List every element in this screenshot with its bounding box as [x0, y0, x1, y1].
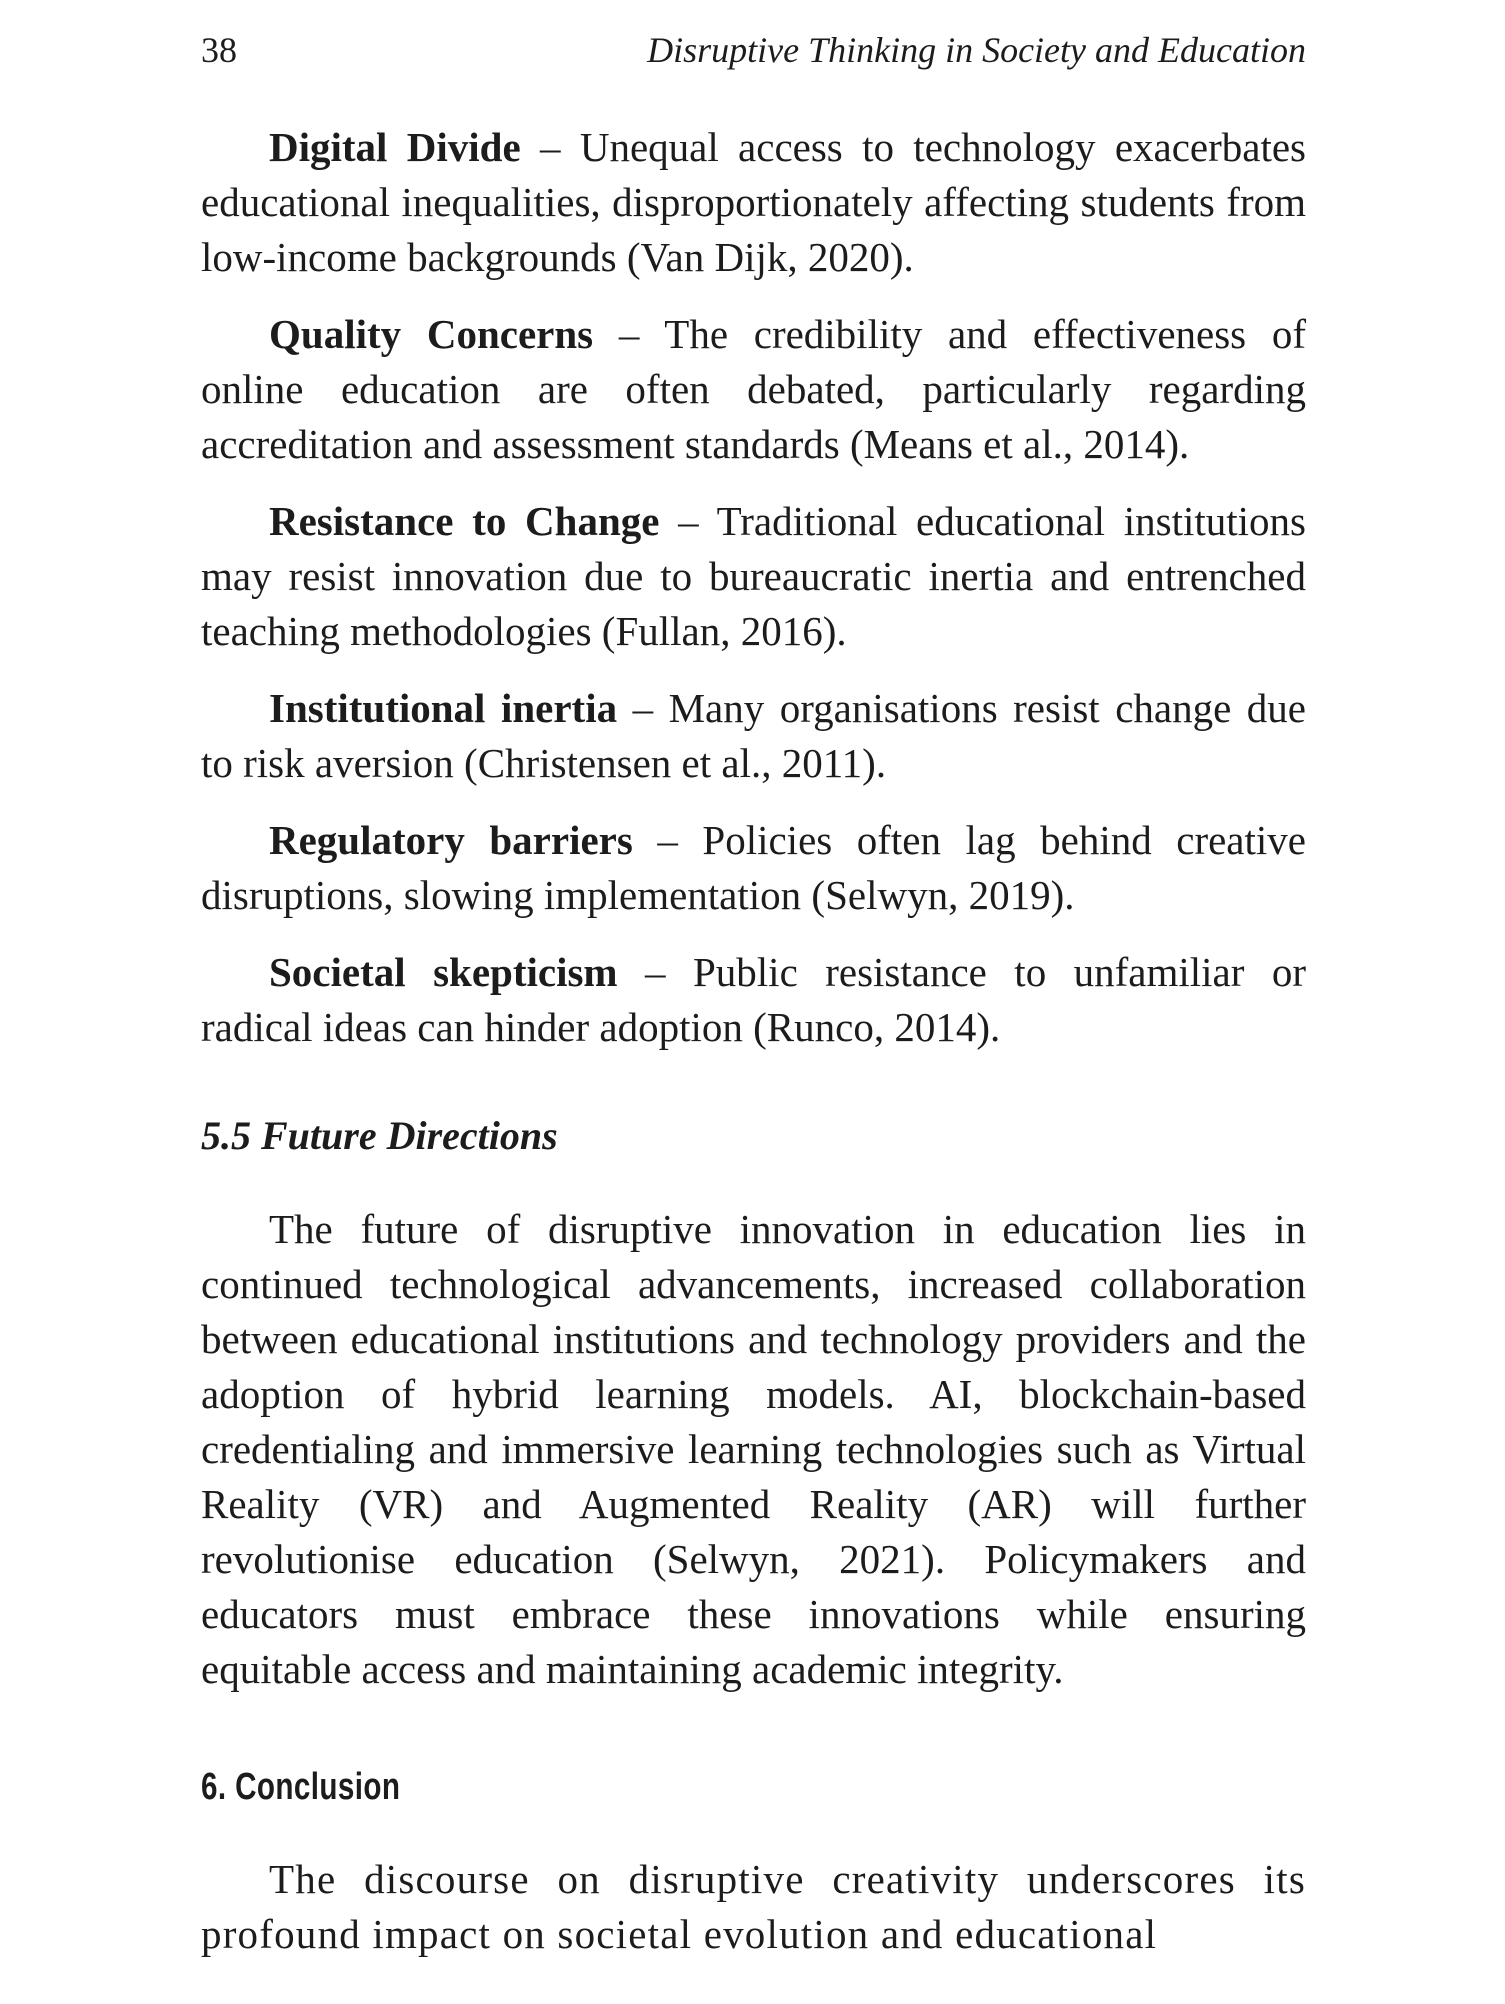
challenge-term: Resistance to Change: [269, 498, 660, 544]
challenge-term: Regulatory barriers: [269, 817, 633, 863]
challenge-text: – Traditional educational institutions may resist innovation due to bureaucratic inertia and entrenched teaching methodologies (Fullan, 2016).: [201, 498, 1306, 654]
challenge-term: Digital Divide: [269, 124, 521, 170]
challenge-text: – Public resistance to unfamiliar or radical ideas can hinder adoption (Runco, 2014).: [201, 949, 1307, 1050]
challenge-societal-skepticism: [201, 945, 1306, 1055]
challenge-text: – The credibility and effectiveness of online education are often debated, particularly regarding accreditation and assessment standards (Means et al., 2014).: [201, 311, 1306, 467]
challenge-regulatory-barriers: [201, 813, 1306, 923]
challenge-quality-concerns: [201, 307, 1306, 472]
challenge-resistance-to-change: [201, 494, 1306, 659]
challenge-term: Societal skepticism: [269, 949, 618, 995]
page-content: [201, 120, 1306, 1962]
future-directions-paragraph: The future of disruptive innovation in education lies in continued technological advancements, increased collaboration between educational institutions and technology providers and the adoption of hybrid learning models. AI, blockchain-based credentialing and immersive learning technologies such as Virtual Reality (VR) and Augmented Reality (AR) will further revolutionise education (Selwyn, 2021). Policymakers and educators must embrace these innovations while ensuring equitable access and maintaining academic integrity.: [201, 1206, 1306, 1692]
section-heading-future-directions: 5.5 Future Directions: [201, 1113, 558, 1158]
conclusion-paragraph: The discourse on disruptive creativity underscores its profound impact on societal evolution and educational: [201, 1856, 1306, 1957]
challenge-institutional-inertia: [201, 681, 1306, 791]
section-heading-conclusion: 6. Conclusion: [201, 1766, 401, 1808]
page-number: 38: [201, 30, 237, 70]
challenge-text: – Many organisations resist change due to risk aversion (Christensen et al., 2011).: [201, 685, 1306, 786]
challenge-term: Quality Concerns: [269, 311, 594, 357]
challenge-term: Institutional inertia: [269, 685, 618, 731]
running-title: Disruptive Thinking in Society and Education: [647, 30, 1306, 70]
running-header: [201, 28, 1306, 72]
challenge-text: – Unequal access to technology exacerbates educational inequalities, disproportionately affecting students from low-income backgrounds (Van Dijk, 2020).: [201, 124, 1307, 280]
challenge-text: – Policies often lag behind creative disruptions, slowing implementation (Selwyn, 2019).: [201, 817, 1306, 918]
challenge-digital-divide: [201, 120, 1306, 285]
